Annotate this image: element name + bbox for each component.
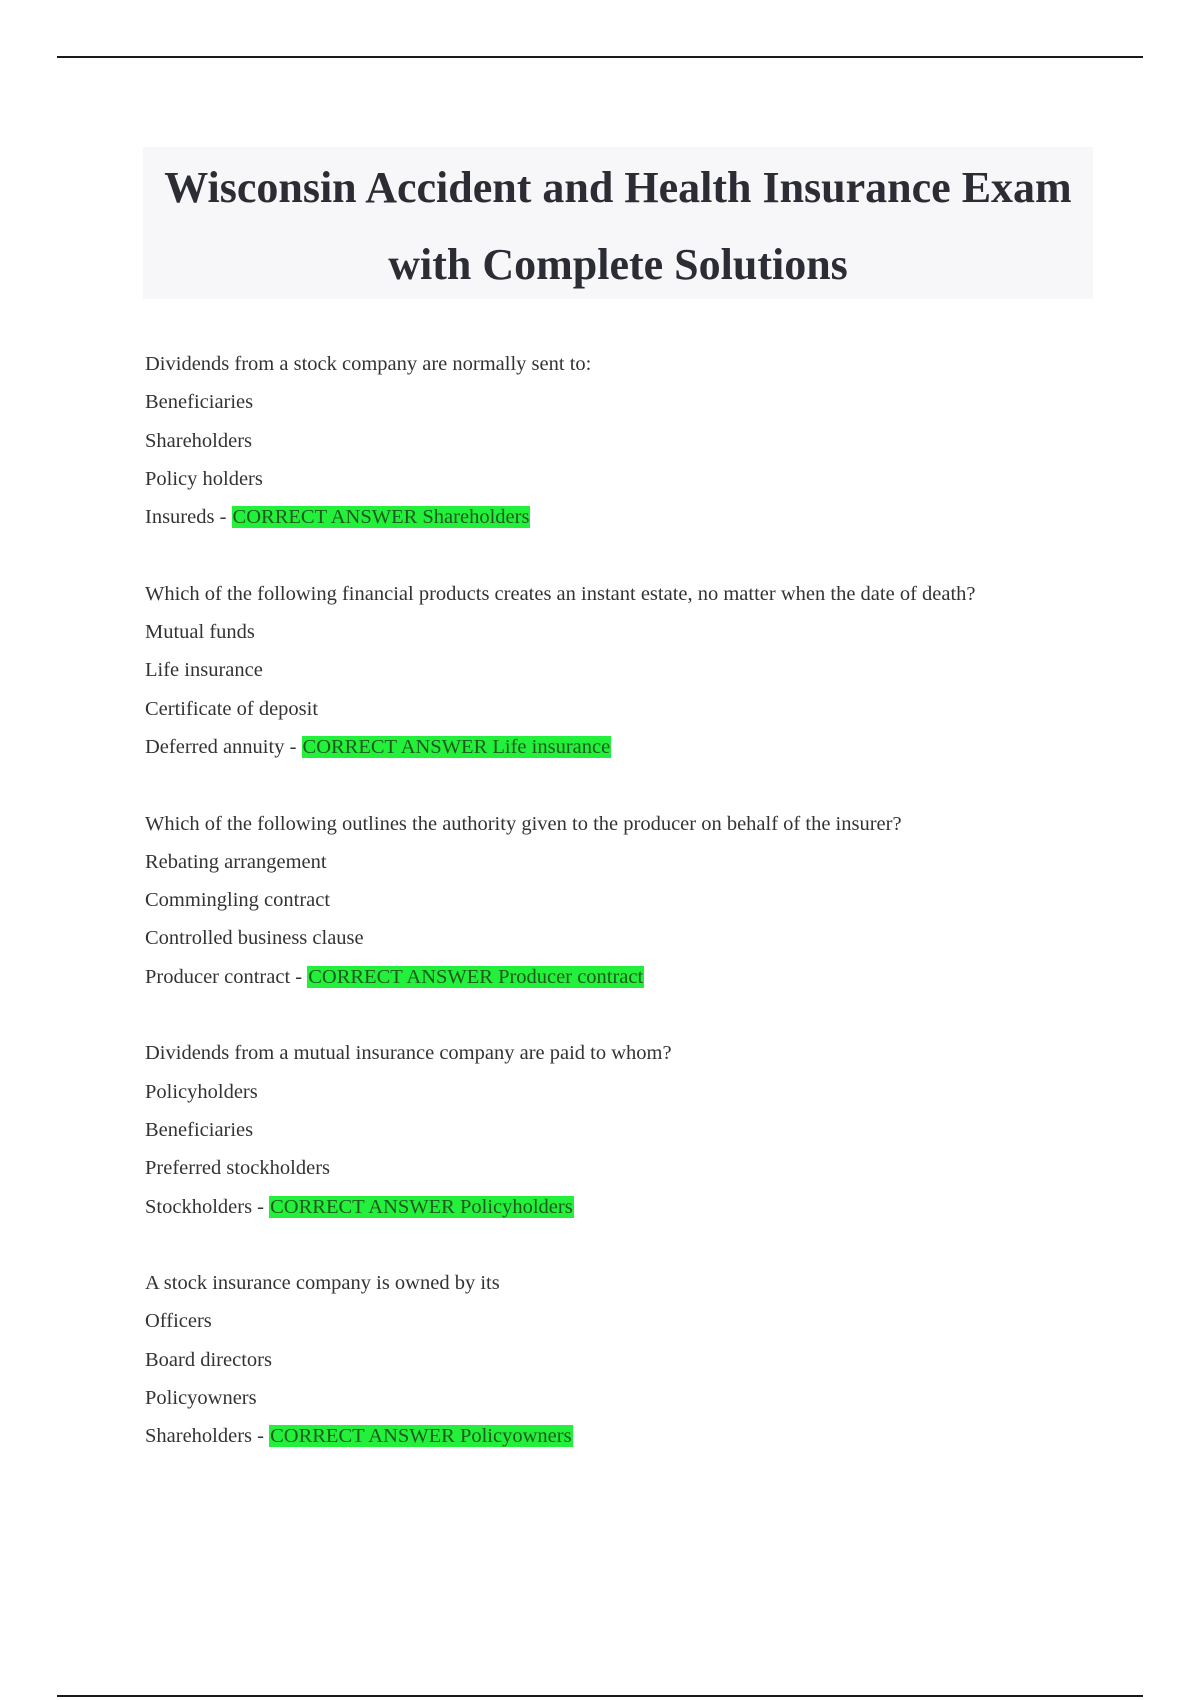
answer-option: Deferred annuity - bbox=[145, 735, 302, 758]
answer-option: Certificate of deposit bbox=[145, 697, 319, 720]
question-text: Which of the following financial products creates an instant estate, no matter when the date of death? bbox=[145, 582, 976, 605]
page-title-line-1: Wisconsin Accident and Health Insurance Exam bbox=[164, 163, 1072, 212]
answer-option: Beneficiaries bbox=[145, 391, 254, 414]
question-block bbox=[145, 575, 1105, 766]
question-text: A stock insurance company is owned by its bbox=[145, 1272, 500, 1295]
question-block bbox=[145, 1264, 1105, 1455]
answer-option: Stockholders - bbox=[145, 1195, 270, 1218]
question-block bbox=[145, 345, 1105, 536]
correct-answer-highlight: CORRECT ANSWER Shareholders bbox=[232, 506, 530, 529]
answer-option: Life insurance bbox=[145, 659, 263, 682]
question-text: Dividends from a mutual insurance company are paid to whom? bbox=[145, 1042, 672, 1065]
answer-option: Shareholders - bbox=[145, 1425, 270, 1448]
question-block bbox=[145, 1034, 1105, 1225]
answer-option: Mutual funds bbox=[145, 621, 255, 644]
question-text: Dividends from a stock company are normally sent to: bbox=[145, 353, 592, 375]
question-text: Which of the following outlines the authority given to the producer on behalf of the insurer? bbox=[145, 812, 902, 835]
answer-option: Policyholders bbox=[145, 1080, 258, 1103]
answer-option: Beneficiaries bbox=[145, 1118, 254, 1141]
answer-option: Board directors bbox=[145, 1348, 272, 1371]
answer-option: Rebating arrangement bbox=[145, 850, 327, 873]
correct-answer-highlight: CORRECT ANSWER Policyowners bbox=[270, 1425, 572, 1448]
answer-option: Insureds - bbox=[145, 506, 232, 529]
answer-line bbox=[145, 498, 1105, 536]
answer-line bbox=[145, 1417, 1105, 1455]
top-rule bbox=[57, 56, 1143, 58]
answer-option: Officers bbox=[145, 1310, 212, 1333]
correct-answer-highlight: CORRECT ANSWER Life insurance bbox=[302, 735, 611, 758]
answer-option: Policyowners bbox=[145, 1387, 257, 1410]
title-banner bbox=[143, 147, 1093, 299]
page-title-line-2: with Complete Solutions bbox=[388, 240, 848, 289]
answer-option: Commingling contract bbox=[145, 889, 331, 912]
answer-option: Shareholders bbox=[145, 429, 253, 452]
answer-line bbox=[145, 728, 1105, 766]
question-list bbox=[145, 345, 1105, 1494]
correct-answer-highlight: CORRECT ANSWER Producer contract bbox=[308, 965, 644, 988]
bottom-rule bbox=[57, 1695, 1143, 1697]
question-block bbox=[145, 805, 1105, 996]
answer-option: Producer contract - bbox=[145, 965, 308, 988]
correct-answer-highlight: CORRECT ANSWER Policyholders bbox=[270, 1195, 573, 1218]
answer-option: Policy holders bbox=[145, 467, 263, 490]
answer-option: Controlled business clause bbox=[145, 927, 364, 950]
answer-line bbox=[145, 958, 1105, 996]
answer-option: Preferred stockholders bbox=[145, 1157, 331, 1180]
answer-line bbox=[145, 1188, 1105, 1226]
